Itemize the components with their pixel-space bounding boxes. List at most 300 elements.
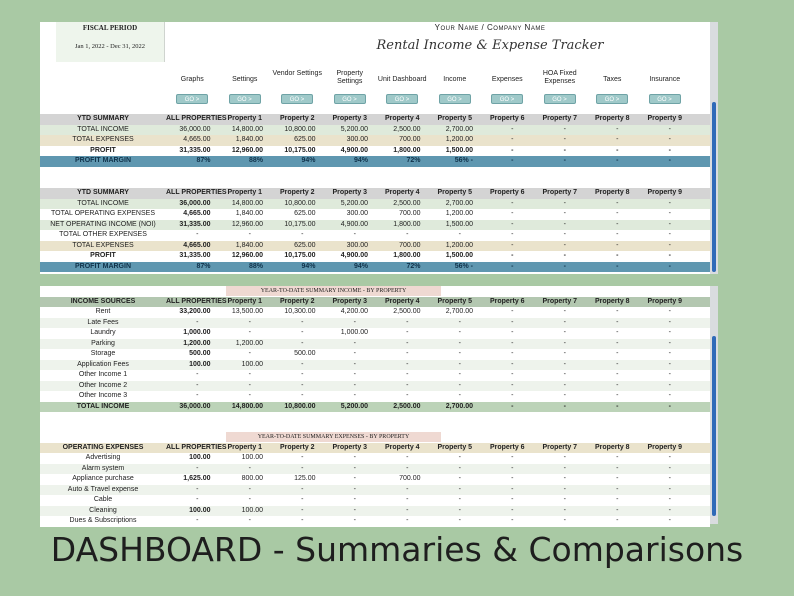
cell-value[interactable]: - (248, 381, 251, 389)
cell-value[interactable]: - (616, 339, 619, 347)
cell-value[interactable]: - (458, 496, 461, 503)
cell-value[interactable]: - (406, 339, 409, 347)
cell-value[interactable]: 800.00 (241, 475, 263, 482)
cell-value[interactable]: 94% (353, 262, 368, 270)
cell-value[interactable]: - (563, 371, 566, 378)
cell-value[interactable]: - (406, 517, 409, 524)
cell-value[interactable]: - (511, 517, 514, 524)
cell-value[interactable]: 12,960.00 (231, 146, 263, 154)
cell-value[interactable]: - (301, 392, 304, 399)
cell-value[interactable]: - (458, 231, 461, 238)
cell-value[interactable]: - (563, 485, 566, 493)
cell-value[interactable]: - (511, 350, 514, 357)
cell-value[interactable]: 1,000.00 (183, 329, 211, 336)
cell-value[interactable]: - (668, 136, 671, 143)
cell-value[interactable]: - (458, 392, 461, 399)
cell-value[interactable]: - (616, 199, 619, 207)
cell-value[interactable]: - (248, 485, 251, 493)
cell-value[interactable]: 100.00 (189, 454, 211, 461)
cell-value[interactable]: - (668, 464, 671, 472)
cell-value[interactable]: 14,800.00 (231, 199, 263, 207)
cell-value[interactable]: - (458, 517, 461, 524)
cell-value[interactable]: 10,800.00 (284, 402, 316, 410)
scrollbar-thumb-2[interactable] (712, 336, 716, 516)
nav-go-button[interactable]: GO > (176, 94, 208, 104)
cell-value[interactable]: 1,800.00 (393, 220, 421, 228)
cell-value[interactable]: 56% - (454, 157, 473, 164)
cell-value[interactable]: - (668, 475, 671, 482)
column-header: ALL PROPERTIES (166, 189, 227, 196)
fiscal-period-range[interactable]: Jan 1, 2022 - Dec 31, 2022 (74, 43, 146, 50)
cell-value[interactable]: 14,800.00 (231, 402, 263, 410)
cell-value[interactable]: - (668, 262, 671, 270)
row-label: PROFIT (90, 146, 116, 154)
cell-value[interactable]: - (668, 485, 671, 493)
cell-value[interactable]: - (668, 454, 671, 461)
cell-value[interactable]: - (616, 210, 619, 217)
cell-value[interactable]: - (406, 454, 409, 461)
nav-go-button[interactable]: GO > (334, 94, 366, 104)
cell-value[interactable]: - (668, 371, 671, 378)
cell-value[interactable]: 56% - (454, 262, 473, 270)
cell-value[interactable]: - (563, 136, 566, 143)
cell-value[interactable]: - (563, 475, 566, 482)
cell-value[interactable]: 5,200.00 (340, 199, 368, 207)
cell-value[interactable]: - (406, 231, 409, 238)
cell-value[interactable]: - (511, 308, 514, 315)
cell-value[interactable]: - (458, 454, 461, 461)
cell-value[interactable]: 625.00 (294, 241, 316, 249)
cell-value[interactable]: 33,200.00 (179, 308, 211, 315)
cell-value[interactable]: - (668, 157, 671, 164)
cell-value[interactable]: 14,800.00 (231, 125, 263, 133)
cell-value[interactable]: - (406, 464, 409, 472)
cell-value[interactable]: - (511, 496, 514, 503)
cell-value[interactable]: - (511, 136, 514, 143)
cell-value[interactable]: - (511, 157, 514, 164)
cell-value[interactable]: - (301, 371, 304, 378)
cell-value[interactable]: 1,200.00 (445, 136, 473, 143)
cell-value[interactable]: 500.00 (189, 350, 211, 357)
cell-value[interactable]: - (511, 220, 514, 228)
cell-value[interactable]: - (301, 464, 304, 472)
cell-value[interactable]: - (511, 485, 514, 493)
cell-value[interactable]: - (511, 199, 514, 207)
cell-value[interactable]: - (563, 210, 566, 217)
cell-value[interactable]: - (563, 262, 566, 270)
cell-value[interactable]: 700.00 (399, 241, 421, 249)
cell-value[interactable]: - (248, 392, 251, 399)
cell-value[interactable]: - (616, 517, 619, 524)
cell-value[interactable]: 88% (248, 262, 263, 270)
cell-value[interactable]: - (616, 262, 619, 270)
cell-value[interactable]: - (248, 464, 251, 472)
cell-value[interactable]: 94% (301, 157, 316, 164)
row-label: TOTAL EXPENSES (72, 136, 134, 143)
cell-value[interactable]: - (668, 210, 671, 217)
cell-value[interactable]: - (458, 318, 461, 326)
cell-value[interactable]: - (563, 454, 566, 461)
column-header: Property 6 (489, 189, 525, 196)
cell-value[interactable]: 13,500.00 (231, 308, 263, 315)
cell-value[interactable]: 4,900.00 (340, 220, 368, 228)
cell-value[interactable]: 2,700.00 (445, 199, 473, 207)
cell-value[interactable]: 2,500.00 (393, 125, 421, 133)
cell-value[interactable]: - (353, 231, 356, 238)
cell-value[interactable]: 700.00 (399, 210, 421, 217)
cell-value[interactable]: 10,300.00 (284, 308, 316, 315)
cell-value[interactable]: 100.00 (189, 360, 211, 368)
cell-value[interactable]: - (301, 318, 304, 326)
cell-value[interactable]: - (458, 329, 461, 336)
cell-value[interactable]: 1,625.00 (183, 475, 211, 482)
cell-value[interactable]: 100.00 (241, 506, 263, 514)
cell-value[interactable]: - (511, 454, 514, 461)
cell-value[interactable]: 2,500.00 (393, 402, 421, 410)
cell-value[interactable]: - (511, 231, 514, 238)
cell-value[interactable]: - (248, 318, 251, 326)
cell-value[interactable]: - (563, 252, 566, 259)
cell-value[interactable]: 100.00 (241, 360, 263, 368)
cell-value[interactable]: - (563, 157, 566, 164)
cell-value[interactable]: 300.00 (346, 210, 368, 217)
cell-value[interactable]: - (616, 360, 619, 368)
cell-value[interactable]: - (668, 125, 671, 133)
cell-value[interactable]: - (616, 231, 619, 238)
nav-go-button[interactable]: GO > (596, 94, 628, 104)
cell-value[interactable]: - (668, 506, 671, 514)
cell-value[interactable]: - (301, 517, 304, 524)
cell-value[interactable]: - (196, 464, 199, 472)
cell-value[interactable]: - (668, 360, 671, 368)
cell-value[interactable]: - (616, 464, 619, 472)
cell-value[interactable]: - (563, 381, 566, 389)
cell-value[interactable]: - (616, 252, 619, 259)
cell-value[interactable]: - (563, 318, 566, 326)
cell-value[interactable]: - (353, 496, 356, 503)
cell-value[interactable]: 700.00 (399, 475, 421, 482)
cell-value[interactable]: - (458, 381, 461, 389)
cell-value[interactable]: 87% (196, 262, 211, 270)
cell-value[interactable]: 31,335.00 (179, 146, 211, 154)
cell-value[interactable]: 700.00 (399, 136, 421, 143)
cell-value[interactable]: 4,900.00 (340, 146, 368, 154)
cell-value[interactable]: - (668, 381, 671, 389)
cell-value[interactable]: 94% (353, 157, 368, 164)
cell-value[interactable]: 10,800.00 (284, 125, 316, 133)
cell-value[interactable]: - (616, 220, 619, 228)
cell-value[interactable]: - (353, 350, 356, 357)
cell-value[interactable]: - (353, 392, 356, 399)
cell-value[interactable]: - (616, 475, 619, 482)
cell-value[interactable]: - (458, 350, 461, 357)
cell-value[interactable]: - (616, 157, 619, 164)
cell-value[interactable]: - (563, 496, 566, 503)
cell-value[interactable]: - (563, 199, 566, 207)
nav-go-button[interactable]: GO > (386, 94, 418, 104)
cell-value[interactable]: - (668, 496, 671, 503)
cell-value[interactable]: - (563, 392, 566, 399)
cell-value[interactable]: - (406, 381, 409, 389)
cell-value[interactable]: - (668, 241, 671, 249)
nav-go-button[interactable]: GO > (491, 94, 523, 104)
cell-value[interactable]: - (458, 506, 461, 514)
cell-value[interactable]: - (406, 485, 409, 493)
cell-value[interactable]: - (563, 220, 566, 228)
cell-value[interactable]: - (353, 506, 356, 514)
cell-value[interactable]: - (668, 318, 671, 326)
cell-value[interactable]: - (406, 360, 409, 368)
cell-value[interactable]: - (511, 402, 514, 410)
cell-value[interactable]: - (511, 360, 514, 368)
cell-value[interactable]: 500.00 (294, 350, 316, 357)
cell-value[interactable]: 88% (248, 157, 263, 164)
cell-value[interactable]: 1,200.00 (183, 339, 211, 347)
cell-value[interactable]: - (301, 496, 304, 503)
cell-value[interactable]: 31,335.00 (179, 252, 211, 259)
cell-value[interactable]: 625.00 (294, 210, 316, 217)
cell-value[interactable]: - (196, 392, 199, 399)
cell-value[interactable]: - (616, 329, 619, 336)
cell-value[interactable]: 4,200.00 (340, 308, 368, 315)
cell-value[interactable]: - (616, 350, 619, 357)
cell-value[interactable]: 1,840.00 (235, 136, 263, 143)
cell-value[interactable]: - (563, 402, 566, 410)
cell-value[interactable]: - (301, 360, 304, 368)
cell-value[interactable]: - (511, 381, 514, 389)
cell-value[interactable]: - (616, 371, 619, 378)
cell-value[interactable]: - (616, 146, 619, 154)
cell-value[interactable]: - (301, 485, 304, 493)
cell-value[interactable]: - (301, 231, 304, 238)
cell-value[interactable]: 10,175.00 (284, 252, 316, 259)
scrollbar-thumb[interactable] (712, 102, 716, 272)
cell-value[interactable]: - (668, 339, 671, 347)
cell-value[interactable]: - (668, 199, 671, 207)
cell-value[interactable]: - (563, 308, 566, 315)
cell-value[interactable]: - (511, 339, 514, 347)
cell-value[interactable]: - (511, 241, 514, 249)
cell-value[interactable]: 1,200.00 (445, 241, 473, 249)
cell-value[interactable]: 12,960.00 (231, 220, 263, 228)
cell-value[interactable]: - (196, 485, 199, 493)
cell-value[interactable]: - (301, 454, 304, 461)
cell-value[interactable]: 2,500.00 (393, 308, 421, 315)
cell-value[interactable]: - (458, 475, 461, 482)
cell-value[interactable]: - (511, 506, 514, 514)
cell-value[interactable]: 625.00 (294, 136, 316, 143)
cell-value[interactable]: - (406, 506, 409, 514)
cell-value[interactable]: - (458, 360, 461, 368)
cell-value[interactable]: 4,665.00 (183, 241, 211, 249)
cell-value[interactable]: 4,665.00 (183, 210, 211, 217)
cell-value[interactable]: - (353, 517, 356, 524)
cell-value[interactable]: 1,500.00 (445, 252, 473, 259)
cell-value[interactable]: - (511, 392, 514, 399)
cell-value[interactable]: 1,500.00 (445, 146, 473, 154)
cell-value[interactable]: - (353, 475, 356, 482)
cell-value[interactable]: - (406, 496, 409, 503)
cell-value[interactable]: - (616, 381, 619, 389)
cell-value[interactable]: - (301, 506, 304, 514)
cell-value[interactable]: - (406, 318, 409, 326)
cell-value[interactable]: - (616, 125, 619, 133)
cell-value[interactable]: 72% (406, 262, 421, 270)
cell-value[interactable]: - (668, 329, 671, 336)
cell-value[interactable]: 72% (406, 157, 421, 164)
cell-value[interactable]: 10,175.00 (284, 220, 316, 228)
company-name[interactable]: Your Name / Company Name (434, 23, 546, 32)
cell-value[interactable]: 36,000.00 (179, 402, 211, 410)
cell-value[interactable]: 1,800.00 (393, 146, 421, 154)
cell-value[interactable]: - (353, 371, 356, 378)
cell-value[interactable]: - (196, 371, 199, 378)
cell-value[interactable]: - (248, 496, 251, 503)
cell-value[interactable]: - (563, 339, 566, 347)
cell-value[interactable]: - (616, 136, 619, 143)
cell-value[interactable]: - (563, 146, 566, 154)
cell-value[interactable]: - (511, 318, 514, 326)
cell-value[interactable]: - (616, 485, 619, 493)
cell-value[interactable]: - (616, 506, 619, 514)
cell-value[interactable]: 300.00 (346, 241, 368, 249)
cell-value[interactable]: - (248, 371, 251, 378)
cell-value[interactable]: 300.00 (346, 136, 368, 143)
column-header: Property 2 (279, 443, 315, 451)
cell-value[interactable]: - (406, 392, 409, 399)
cell-value[interactable]: 1,000.00 (340, 329, 368, 336)
cell-value[interactable]: - (196, 381, 199, 389)
cell-value[interactable]: - (458, 464, 461, 472)
cell-value[interactable]: 36,000.00 (179, 199, 211, 207)
cell-value[interactable]: - (248, 329, 251, 336)
cell-value[interactable]: - (563, 231, 566, 238)
cell-value[interactable]: 1,840.00 (235, 210, 263, 217)
cell-value[interactable]: - (248, 231, 251, 238)
cell-value[interactable]: 1,200.00 (235, 339, 263, 347)
cell-value[interactable]: - (668, 392, 671, 399)
cell-value[interactable]: - (353, 454, 356, 461)
cell-value[interactable]: 5,200.00 (340, 125, 368, 133)
cell-value[interactable]: - (353, 360, 356, 368)
nav-go-button[interactable]: GO > (649, 94, 681, 104)
cell-value[interactable]: - (458, 371, 461, 378)
cell-value[interactable]: - (406, 329, 409, 336)
cell-value[interactable]: - (511, 464, 514, 472)
cell-value[interactable]: 2,700.00 (445, 125, 473, 133)
cell-value[interactable]: - (668, 517, 671, 524)
cell-value[interactable]: - (196, 496, 199, 503)
cell-value[interactable]: - (616, 392, 619, 399)
cell-value[interactable]: 31,335.00 (179, 220, 211, 228)
cell-value[interactable]: - (563, 329, 566, 336)
cell-value[interactable]: - (616, 241, 619, 249)
cell-value[interactable]: - (563, 125, 566, 133)
cell-value[interactable]: - (196, 231, 199, 238)
cell-value[interactable]: 10,175.00 (284, 146, 316, 154)
cell-value[interactable]: 1,500.00 (445, 220, 473, 228)
cell-value[interactable]: - (511, 262, 514, 270)
cell-value[interactable]: - (301, 329, 304, 336)
cell-value[interactable]: 1,840.00 (235, 241, 263, 249)
cell-value[interactable]: - (668, 402, 671, 410)
cell-value[interactable]: - (668, 308, 671, 315)
cell-value[interactable]: 94% (301, 262, 316, 270)
cell-value[interactable]: - (248, 350, 251, 357)
cell-value[interactable]: - (616, 308, 619, 315)
cell-value[interactable]: 10,800.00 (284, 199, 316, 207)
cell-value[interactable]: - (511, 146, 514, 154)
cell-value[interactable]: - (196, 517, 199, 524)
cell-value[interactable]: - (668, 220, 671, 228)
cell-value[interactable]: 1,200.00 (445, 210, 473, 217)
nav-go-button[interactable]: GO > (439, 94, 471, 104)
cell-value[interactable]: 4,900.00 (340, 252, 368, 259)
cell-value[interactable]: - (616, 402, 619, 410)
cell-value[interactable]: - (563, 506, 566, 514)
cell-value[interactable]: 12,960.00 (231, 252, 263, 259)
cell-value[interactable]: - (353, 464, 356, 472)
cell-value[interactable]: - (511, 252, 514, 259)
cell-value[interactable]: - (196, 318, 199, 326)
cell-value[interactable]: 2,700.00 (445, 402, 473, 410)
cell-value[interactable]: 87% (196, 157, 211, 164)
cell-value[interactable]: - (353, 339, 356, 347)
cell-value[interactable]: - (616, 454, 619, 461)
nav-go-button[interactable]: GO > (229, 94, 261, 104)
cell-value[interactable]: - (668, 231, 671, 238)
cell-value[interactable]: - (406, 371, 409, 378)
cell-value[interactable]: 2,500.00 (393, 199, 421, 207)
cell-value[interactable]: - (406, 350, 409, 357)
cell-value[interactable]: - (563, 517, 566, 524)
cell-value[interactable]: - (511, 371, 514, 378)
cell-value[interactable]: - (458, 339, 461, 347)
cell-value[interactable]: - (563, 241, 566, 249)
cell-value[interactable]: - (248, 517, 251, 524)
cell-value[interactable]: - (353, 318, 356, 326)
cell-value[interactable]: - (353, 485, 356, 493)
cell-value[interactable]: 4,665.00 (183, 136, 211, 143)
cell-value[interactable]: - (616, 318, 619, 326)
cell-value[interactable]: - (563, 350, 566, 357)
cell-value[interactable]: - (511, 329, 514, 336)
cell-value[interactable]: 36,000.00 (179, 125, 211, 133)
cell-value[interactable]: - (511, 210, 514, 217)
cell-value[interactable]: 1,800.00 (393, 252, 421, 259)
cell-value[interactable]: - (301, 381, 304, 389)
cell-value[interactable]: - (668, 350, 671, 357)
cell-value[interactable]: 2,700.00 (445, 308, 473, 315)
cell-value[interactable]: - (563, 360, 566, 368)
cell-value[interactable]: - (511, 475, 514, 482)
cell-value[interactable]: - (511, 125, 514, 133)
cell-value[interactable]: - (668, 146, 671, 154)
cell-value[interactable]: - (301, 339, 304, 347)
cell-value[interactable]: - (563, 464, 566, 472)
nav-go-button[interactable]: GO > (544, 94, 576, 104)
nav-go-button[interactable]: GO > (281, 94, 313, 104)
cell-value[interactable]: 100.00 (189, 506, 211, 514)
cell-value[interactable]: - (668, 252, 671, 259)
dashboard-sheet-bottom (40, 286, 718, 524)
cell-value[interactable]: 5,200.00 (340, 402, 368, 410)
cell-value[interactable]: - (458, 485, 461, 493)
cell-value[interactable]: - (353, 381, 356, 389)
cell-value[interactable]: 100.00 (241, 454, 263, 461)
cell-value[interactable]: 125.00 (294, 475, 316, 482)
cell-value[interactable]: - (616, 496, 619, 503)
